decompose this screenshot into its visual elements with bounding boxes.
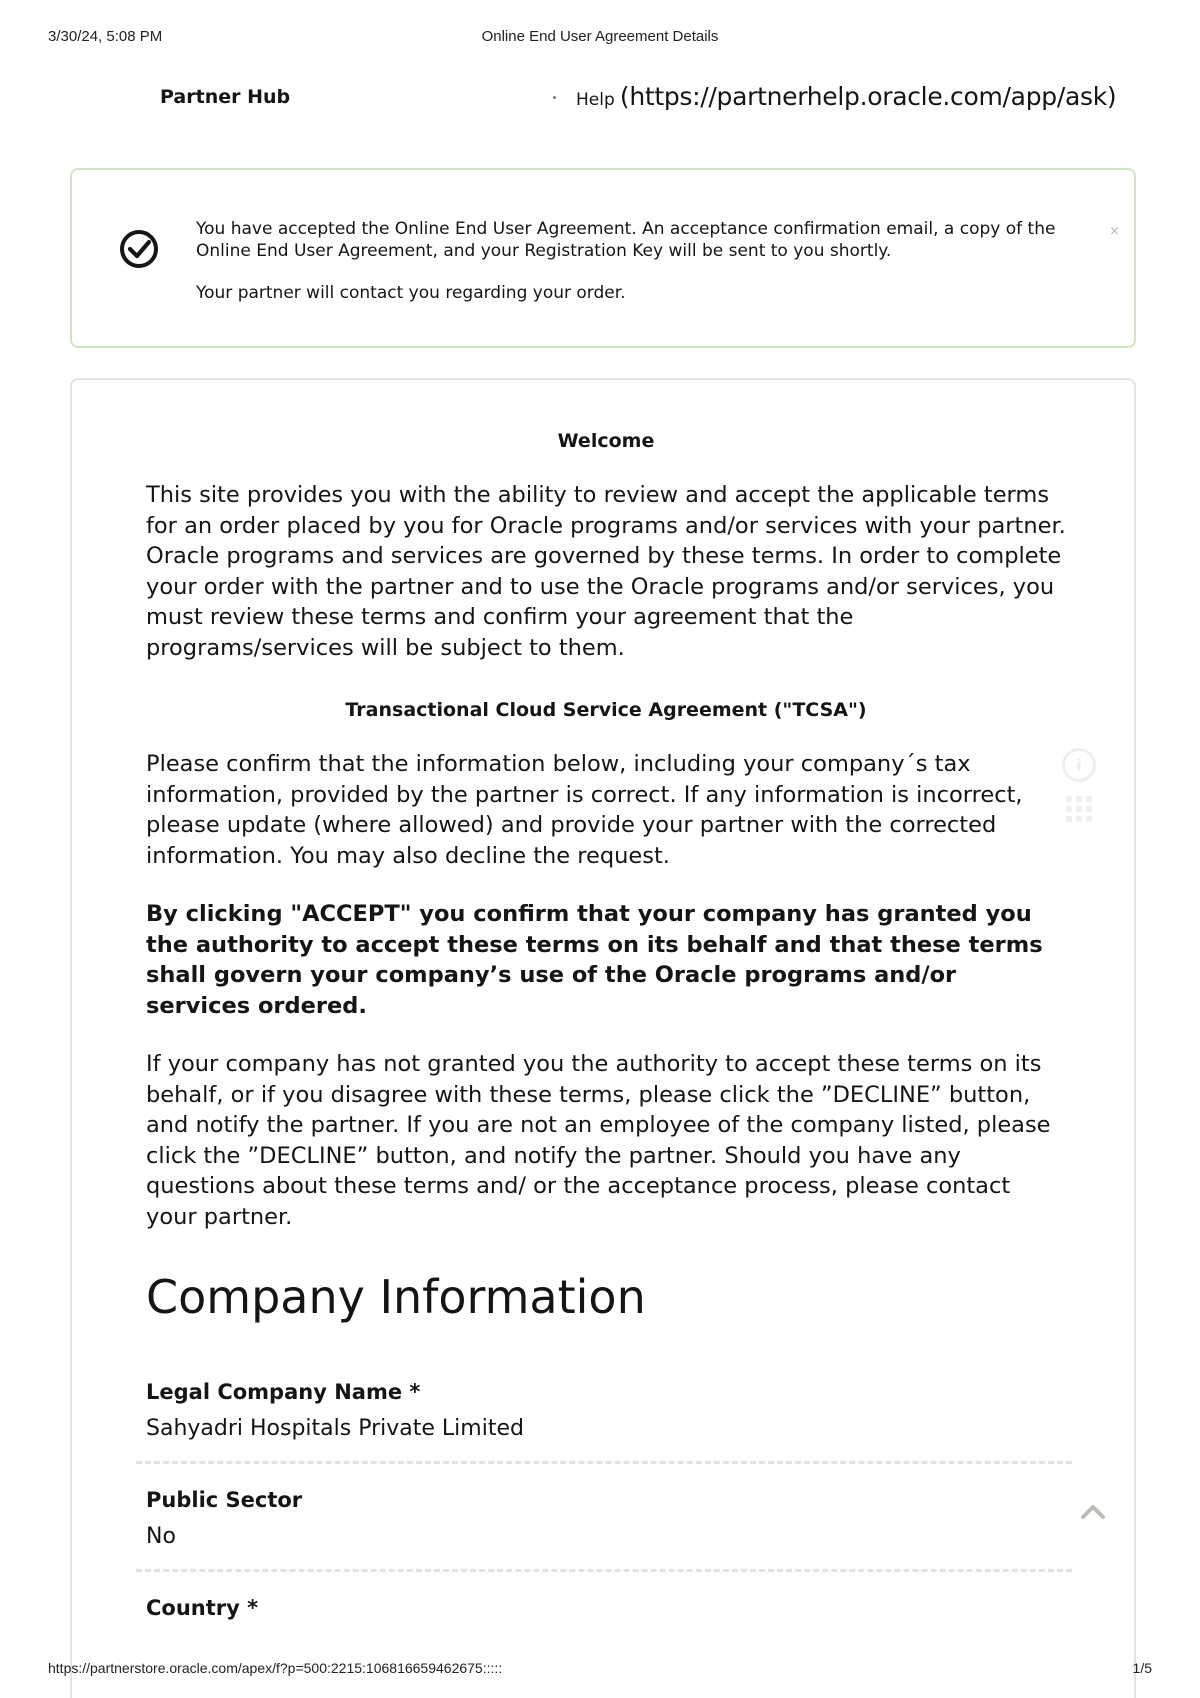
side-tools xyxy=(1062,748,1102,822)
info-icon[interactable] xyxy=(1062,748,1096,782)
help-link[interactable] xyxy=(576,82,1116,111)
print-timestamp: 3/30/24, 5:08 PM xyxy=(48,28,163,45)
accept-notice: By clicking "ACCEPT" you confirm that your company has granted you the authority to accept these terms on its behalf and that these terms shall govern your company’s use of the Oracle programs and/or services ordered. xyxy=(146,901,1043,1019)
top-nav xyxy=(0,82,1200,122)
company-information-heading: Company Information xyxy=(146,1270,646,1324)
info-glyph: i xyxy=(1075,754,1083,776)
agreement-body xyxy=(146,430,1066,1232)
decline-notice: If your company has not granted you the authority to accept these terms on its behalf, or if you disagree with these terms, please click the ”DECLINE” button, and notify the partner. If you are not an employee of the company listed, please click the ”DECLINE” button, and notify the partner. Should you have any questions about these terms and/ or the acceptance process, please contact your partner. xyxy=(146,1051,1051,1230)
divider xyxy=(136,1461,1072,1464)
chevron-up-icon[interactable] xyxy=(1080,1502,1106,1520)
help-label: Help xyxy=(576,90,615,110)
print-url: https://partnerstore.oracle.com/apex/f?p=500:2215:106816659462675::::: xyxy=(48,1660,503,1676)
check-circle-icon xyxy=(118,228,160,270)
divider xyxy=(136,1569,1072,1572)
welcome-heading: Welcome xyxy=(557,430,655,452)
public-sector-field xyxy=(136,1488,1072,1572)
confirm-paragraph: Please confirm that the information below, including your company´s tax information, provided by the partner is correct. If any information is incorrect, please update (where allowed) and provide your partner with the corrected information. You may also decline the request. xyxy=(146,751,1023,869)
agreement-card xyxy=(70,378,1136,1698)
field-label: Public Sector xyxy=(146,1488,303,1512)
alert-message xyxy=(196,218,1056,304)
alert-line-2: Your partner will contact you regarding your order. xyxy=(196,283,626,303)
grid-icon[interactable] xyxy=(1066,796,1092,822)
field-value: No xyxy=(146,1524,176,1549)
field-value: Sahyadri Hospitals Private Limited xyxy=(146,1416,524,1441)
field-label: Country * xyxy=(146,1596,259,1620)
success-alert xyxy=(70,168,1136,348)
print-footer xyxy=(0,1660,1200,1680)
close-icon[interactable]: × xyxy=(1109,224,1120,239)
legal-company-name-field xyxy=(136,1380,1072,1464)
country-field xyxy=(136,1596,1072,1620)
brand-title[interactable]: Partner Hub xyxy=(160,86,291,108)
tcsa-title: Transactional Cloud Service Agreement ("TCSA") xyxy=(345,699,867,721)
nav-separator xyxy=(553,96,556,99)
alert-line-1: You have accepted the Online End User Agreement. An acceptance confirmation email, a copy of the Online End User Agreement, and your Registration Key will be sent to you shortly. xyxy=(196,219,1056,261)
help-url: (https://partnerhelp.oracle.com/app/ask) xyxy=(619,82,1117,111)
field-label: Legal Company Name * xyxy=(146,1380,421,1404)
print-document-title: Online End User Agreement Details xyxy=(481,28,719,45)
intro-paragraph: This site provides you with the ability to review and accept the applicable terms for an order placed by you for Oracle programs and/or services with your partner. Oracle programs and services are governed by these terms. In order to complete your order with the partner and to use the Oracle programs and/or services, you must review these terms and confirm your agreement that the programs/services will be subject to them. xyxy=(146,482,1066,661)
print-header xyxy=(0,28,1200,48)
page-number: 1/5 xyxy=(1132,1660,1152,1676)
